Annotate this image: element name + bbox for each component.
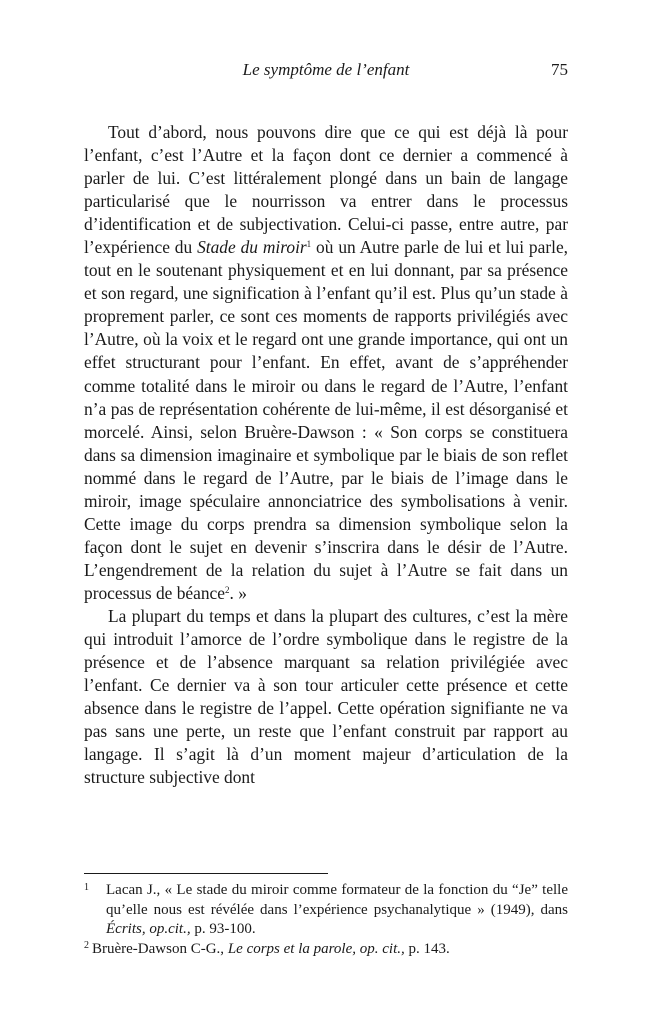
footnote-1-italic: Écrits, op.cit., bbox=[106, 921, 191, 937]
footnote-2-text-a: Bruère-Dawson C-G., bbox=[92, 940, 228, 957]
stade-du-miroir-italic: Stade du miroir bbox=[197, 237, 307, 258]
paragraph-2: La plupart du temps et dans la plupart des cultures, c’est la mère qui introduit l’amorce de l’ordre symbolique dans le registre de la présence et de l’absence marquant sa relation privilégiée avec l’enfant. Ce dernier va à son tour articuler cette présence et cette absence dans le registre de l’appel. Cette opération signifiante ne va pas sans une perte, un reste que l’enfant construit par rapport au langage. Il s’agit là d’un moment majeur d’articulation de la structure subjective dont bbox=[84, 605, 568, 788]
main-text bbox=[84, 121, 568, 789]
footnote-1-number: 1 bbox=[84, 882, 89, 893]
footnote-ref-1: 1 bbox=[306, 239, 312, 250]
footnote-2-text-b: p. 143. bbox=[404, 940, 450, 957]
footnote-1-text-a: Lacan J., « Le stade du miroir comme formateur de la fonction du “Je” telle qu’elle nous est révélée dans l’expérience psychanalytique » (1949), dans bbox=[106, 882, 568, 918]
footnote-2-italic: Le corps et la parole, op. cit., bbox=[227, 940, 405, 957]
paragraph-1-text-c: . » bbox=[229, 582, 247, 603]
footnote-2-number: 2 bbox=[84, 939, 89, 951]
footnote-ref-2: 2 bbox=[225, 584, 230, 595]
footnote-separator bbox=[84, 873, 328, 874]
running-title: Le symptôme de l’enfant bbox=[242, 60, 410, 79]
footnote-1-text-b: p. 93-100. bbox=[190, 921, 256, 937]
footnote-1 bbox=[84, 881, 568, 940]
running-head bbox=[84, 60, 568, 86]
paragraph-1 bbox=[84, 121, 568, 605]
footnote-2 bbox=[84, 940, 568, 960]
paragraph-1-text-a: Tout d’abord, nous pouvons dire que ce qui est déjà là pour l’enfant, c’est l’Autre et la façon dont ce dernier a commencé à parler de lui. C’est littéralement plongé dans un bain de langage particularisé que le nourrisson va entrer dans le processus d’identification et de subjectivation. Celui-ci passe, entre autre, par l’expérience du bbox=[84, 122, 568, 258]
paragraph-1-text-b: où un Autre parle de lui et lui parle, tout en le soutenant physiquement et en lui donnant, par sa présence et son regard, une signification à l’enfant qu’il est. Plus qu’un stade à proprement parler, ce sont ces moments de rapports privilégiés avec l’Autre, où la voix et le regard ont une grande importance, qui ont un effet structurant pour l’enfant. En effet, avant de s’appréhender comme totalité dans le miroir ou dans le regard de l’Autre, l’enfant n’a pas de représentation cohérente de lui-même, il est désorganisé et morcelé. Ainsi, selon Bruère-Dawson : « Son corps se constituera dans sa dimension imaginaire et symbolique par le biais de son reflet nommé dans le regard de l’Autre, par le biais de l’image dans le miroir, image spéculaire annonciatrice des symbolisations à venir. Cette image du corps prendra sa dimension symbolique selon la façon dont le sujet en devenir s’inscrira dans le désir de l’Autre. L’engendrement de la relation du sujet à l’Autre se fait dans un processus de béance bbox=[84, 237, 569, 603]
page-number: 75 bbox=[551, 60, 568, 79]
footnotes bbox=[84, 881, 568, 959]
